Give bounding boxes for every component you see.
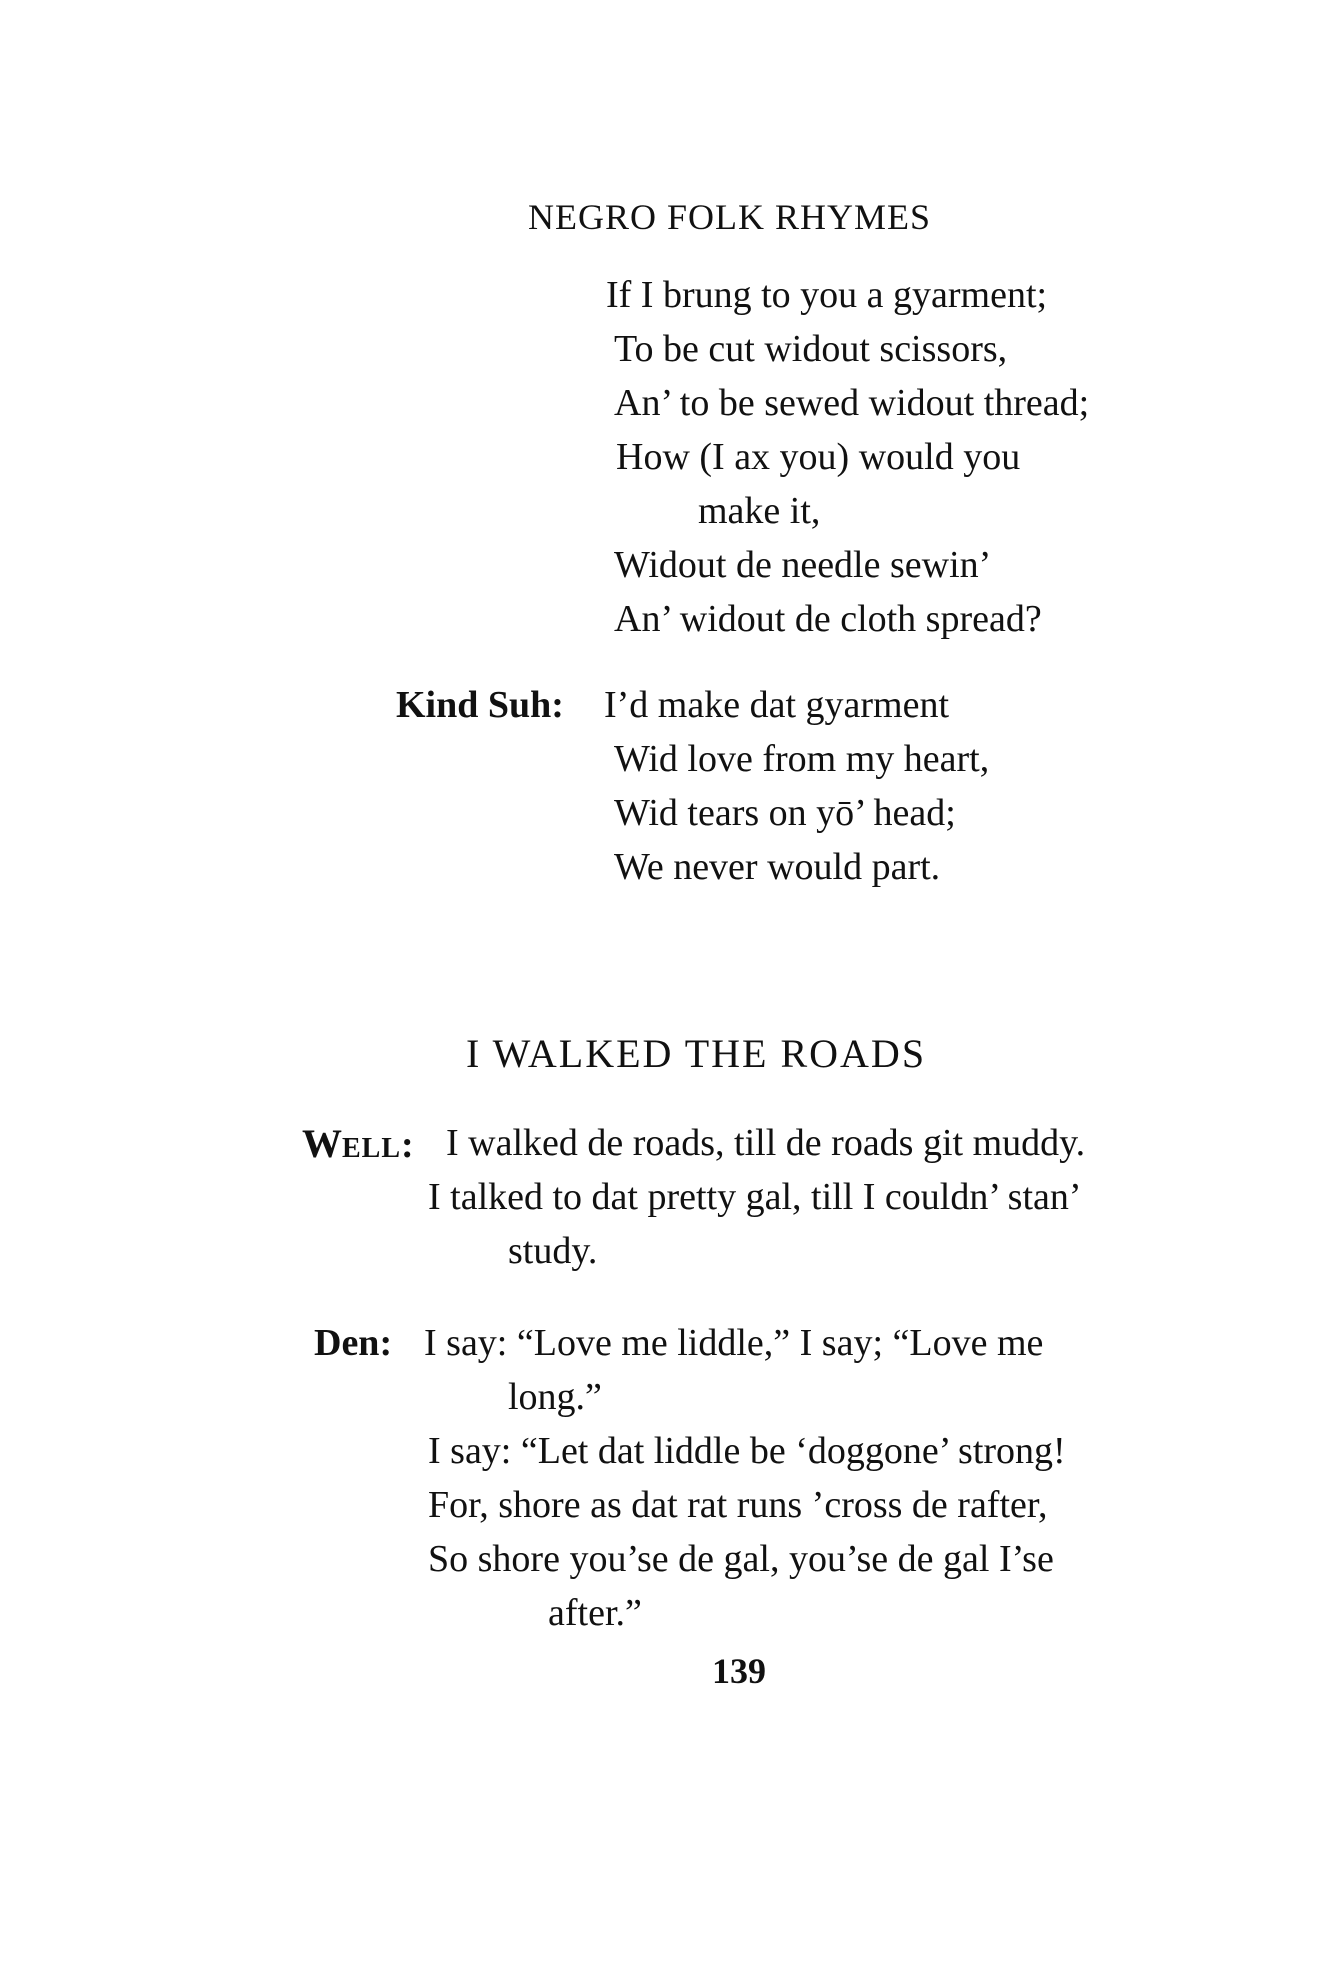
speaker-rest: ELL	[342, 1133, 402, 1164]
verse-line: If I brung to you a gyarment;	[606, 274, 1048, 316]
verse-line: after.”	[548, 1592, 642, 1634]
poem-title: I WALKED THE ROADS	[466, 1031, 927, 1076]
verse-line: long.”	[508, 1376, 602, 1418]
speaker-initial: W	[302, 1121, 342, 1166]
verse-line: So shore you’se de gal, you’se de gal I’se	[428, 1538, 1054, 1580]
verse-line: An’ widout de cloth spread?	[614, 598, 1042, 640]
verse-line: We never would part.	[614, 846, 941, 888]
speaker-colon: :	[401, 1124, 414, 1166]
verse-line: Wid love from my heart,	[614, 738, 990, 780]
verse-line: For, shore as dat rat runs ’cross de rafter,	[428, 1484, 1048, 1526]
verse-line: I say: “Let dat liddle be ‘doggone’ strong!	[428, 1430, 1066, 1472]
verse-line: study.	[508, 1230, 598, 1272]
speaker-label	[302, 1121, 414, 1166]
verse-line: Widout de needle sewin’	[614, 544, 992, 586]
verse-line: Wid tears on yō’ head;	[614, 792, 956, 834]
verse-line: How (I ax you) would you	[616, 436, 1021, 478]
speaker-label: Kind Suh:	[396, 684, 564, 726]
verse-line: I’d make dat gyarment	[604, 684, 950, 726]
verse-line: make it,	[698, 490, 821, 532]
page-number: 139	[712, 1651, 766, 1691]
verse-line: An’ to be sewed widout thread;	[614, 382, 1090, 424]
verse-line: I say: “Love me liddle,” I say; “Love me	[424, 1322, 1044, 1364]
verse-line: I walked de roads, till de roads git muddy.	[446, 1122, 1086, 1164]
running-head: NEGRO FOLK RHYMES	[528, 197, 932, 237]
verse-line: I talked to dat pretty gal, till I couldn’ stan’	[428, 1176, 1082, 1218]
verse-line: To be cut widout scissors,	[614, 328, 1008, 370]
speaker-label: Den:	[314, 1322, 393, 1364]
